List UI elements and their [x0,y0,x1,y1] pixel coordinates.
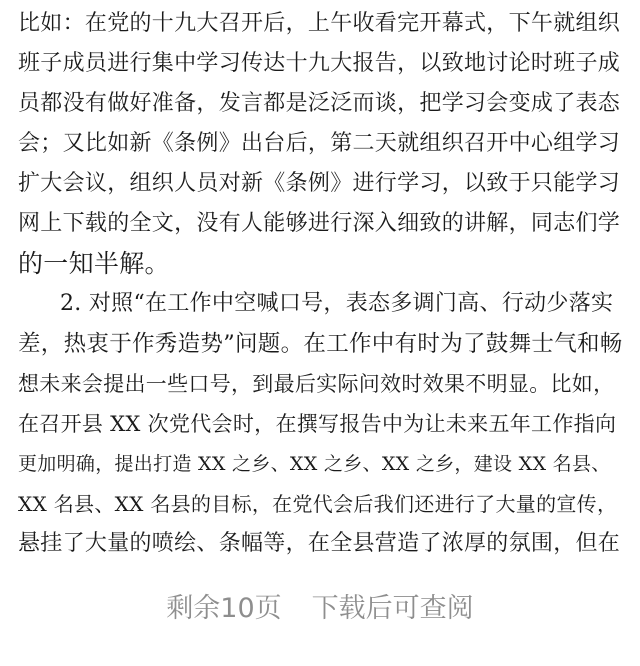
text-line: 的一知半解。 [18,249,170,278]
text-line-indented: 2. 对照“在工作中空喊口号，表态多调门高、行动少落实 [60,291,614,316]
text-line: 网上下载的全文，没有人能够进行深入细致的讲解，同志们学 [18,211,621,236]
text-line: 扩大会议，组织人员对新《条例》进行学习，以致于只能学习 [18,171,621,196]
text-line: 会；又比如新《条例》出台后，第二天就组织召开中心组学习 [18,131,621,156]
text-line: XX 名县、XX 名县的目标，在党代会后我们还进行了大量的宣传， [18,492,618,516]
text-line: 悬挂了大量的喷绘、条幅等，在全县营造了浓厚的氛围，但在 [18,531,621,556]
remaining-pages-label[interactable]: 剩余10页 [166,592,282,624]
text-line: 想未来会提出一些口号，到最后实际问效时效果不明显。比如， [18,372,615,396]
download-to-view-label[interactable]: 下载后可查阅 [311,592,474,624]
text-line: 在召开县 XX 次党代会时，在撰写报告中为让未来五年工作指向 [18,412,617,436]
text-line: 班子成员进行集中学习传达十九大报告，以致地讨论时班子成 [18,51,621,76]
text-line: 更加明确，提出打造 XX 之乡、XX 之乡、XX 之乡，建设 XX 名县、 [18,453,611,475]
read-more-prompt[interactable] [0,575,640,635]
text-line: 员都没有做好准备，发言都是泛泛而谈，把学习会变成了表态 [18,91,621,116]
text-line: 比如：在党的十九大召开后，上午收看完开幕式，下午就组织 [18,11,621,36]
text-line: 差，热衷于作秀造势”问题。在工作中有时为了鼓舞士气和畅 [18,331,623,357]
